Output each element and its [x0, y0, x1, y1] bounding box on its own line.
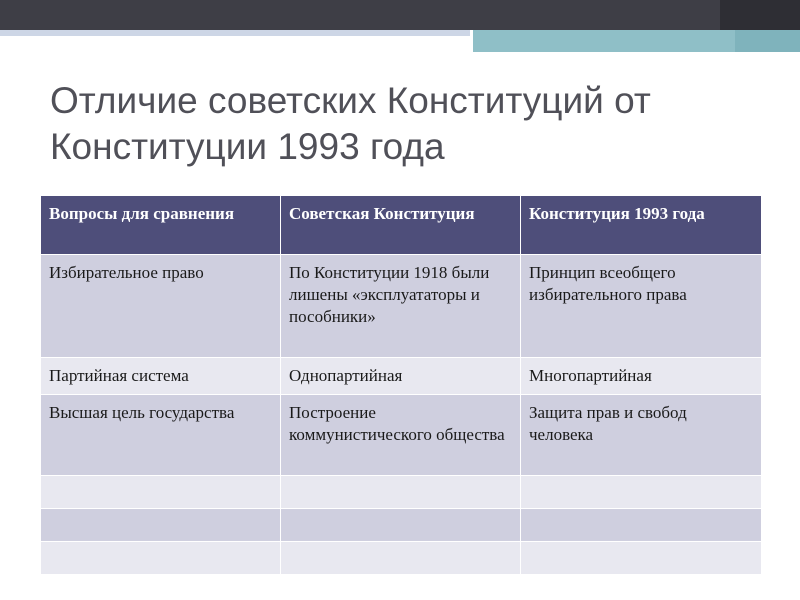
table-row-empty — [41, 509, 762, 542]
table-cell: По Конституции 1918 были лишены «эксплуататоры и пособники» — [281, 255, 521, 358]
table-cell — [521, 476, 762, 509]
table-cell — [41, 542, 281, 575]
slide-title: Отличие советских Конституций от Конституции 1993 года — [50, 80, 651, 167]
table-row — [41, 395, 762, 476]
table-cell: Защита прав и свобод человека — [521, 395, 762, 476]
table-cell — [41, 509, 281, 542]
table-cell — [281, 509, 521, 542]
table-cell — [281, 476, 521, 509]
table-row-empty — [41, 542, 762, 575]
table-cell — [281, 542, 521, 575]
comparison-table — [40, 195, 762, 575]
table-cell: Избирательное право — [41, 255, 281, 358]
header-cell-1993: Конституция 1993 года — [521, 196, 762, 255]
header-cell-soviet: Советская Конституция — [281, 196, 521, 255]
header-cell-questions: Вопросы для сравнения — [41, 196, 281, 255]
table-cell — [41, 476, 281, 509]
table-cell — [521, 509, 762, 542]
table-row — [41, 255, 762, 358]
table-row — [41, 358, 762, 395]
table-cell: Построение коммунистического общества — [281, 395, 521, 476]
table-cell: Партийная система — [41, 358, 281, 395]
table-cell — [521, 542, 762, 575]
table-row-empty — [41, 476, 762, 509]
table-cell: Однопартийная — [281, 358, 521, 395]
top-decor-band-right — [720, 0, 800, 30]
table-cell: Высшая цель государства — [41, 395, 281, 476]
table-cell: Принцип всеобщего избирательного права — [521, 255, 762, 358]
top-decor-band — [0, 0, 800, 30]
table-header-row — [41, 196, 762, 255]
table-cell: Многопартийная — [521, 358, 762, 395]
top-decor-stripe-right-accent — [735, 30, 800, 52]
top-decor-stripe — [0, 30, 470, 36]
